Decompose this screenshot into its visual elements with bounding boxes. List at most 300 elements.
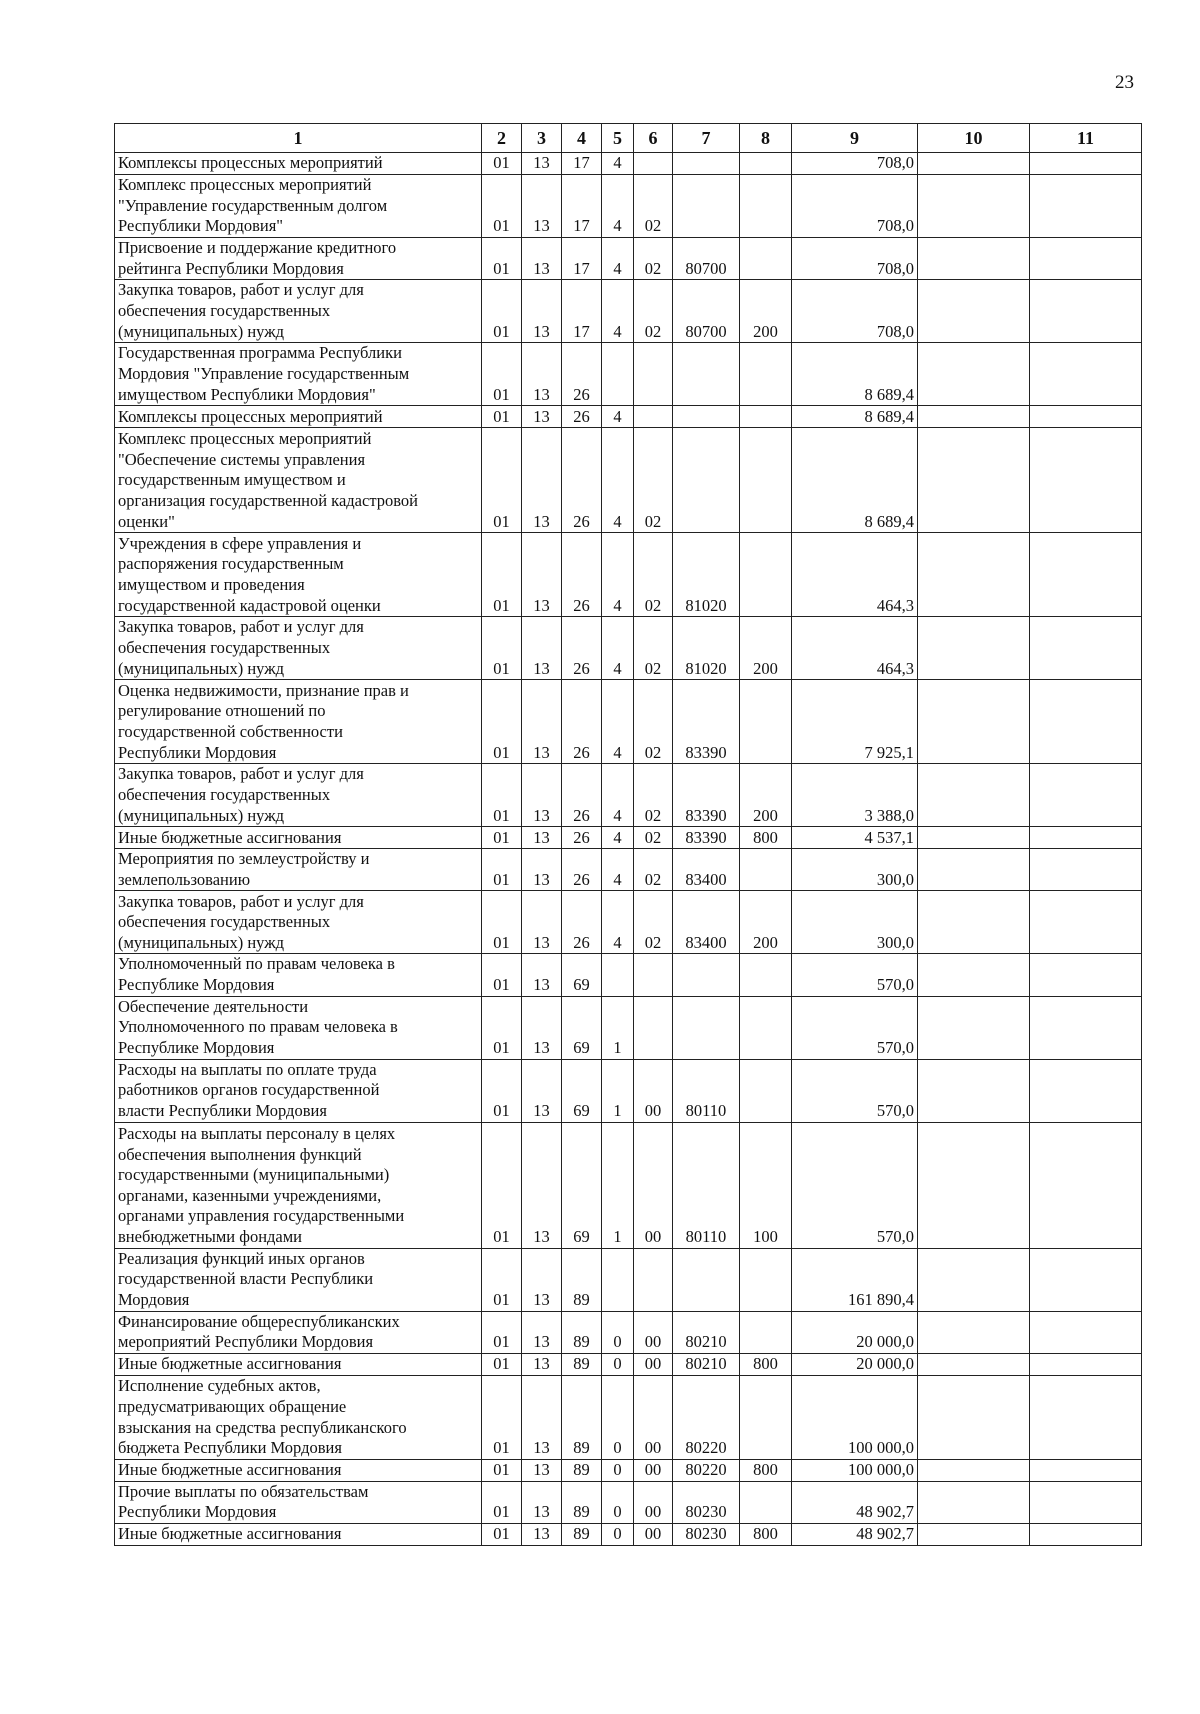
page-number: 23 xyxy=(1115,72,1134,93)
col-subsection-cell: 13 xyxy=(522,1375,562,1459)
col-program-cell: 26 xyxy=(562,406,602,428)
col-measure-cell: 02 xyxy=(634,849,673,891)
col-program-cell: 17 xyxy=(562,280,602,343)
col-program-cell: 69 xyxy=(562,1059,602,1122)
col-measure-cell: 02 xyxy=(634,827,673,849)
col-expense-type-cell xyxy=(740,996,792,1059)
row-name-line: (муниципальных) нужд xyxy=(118,805,285,825)
col-program-cell: 69 xyxy=(562,1122,602,1248)
row-name-line: взыскания на средства республиканского xyxy=(118,1417,407,1437)
col-expense-type-cell xyxy=(740,954,792,996)
row-name-line: Государственная программа Республики xyxy=(118,343,402,363)
amount-cell: 708,0 xyxy=(792,238,918,280)
col-header-2: 2 xyxy=(482,124,522,153)
col-program-cell: 26 xyxy=(562,617,602,680)
col-11-cell xyxy=(1030,428,1142,533)
row-name-cell xyxy=(115,280,482,343)
row-name-cell xyxy=(115,153,482,175)
col-10-cell xyxy=(918,849,1030,891)
col-expense-type-cell: 200 xyxy=(740,280,792,343)
col-section-cell: 01 xyxy=(482,954,522,996)
row-name-line: Мордовия xyxy=(118,1289,190,1309)
col-subprogram-cell: 4 xyxy=(602,428,634,533)
col-section-cell: 01 xyxy=(482,238,522,280)
col-header-11: 11 xyxy=(1030,124,1142,153)
row-name-line: Уполномоченного по правам человека в xyxy=(118,1017,398,1037)
col-subprogram-cell: 4 xyxy=(602,849,634,891)
col-11-cell xyxy=(1030,1459,1142,1481)
col-direction-cell xyxy=(673,343,740,406)
row-name-line: Учреждения в сфере управления и xyxy=(118,533,362,553)
col-expense-type-cell xyxy=(740,1248,792,1311)
row-name-line: обеспечения государственных xyxy=(118,912,331,932)
row-name-line: организация государственной кадастровой xyxy=(118,491,418,510)
col-10-cell xyxy=(918,280,1030,343)
row-name-line: Уполномоченный по правам человека в xyxy=(118,954,395,974)
col-subprogram-cell: 0 xyxy=(602,1459,634,1481)
row-name-line: (муниципальных) нужд xyxy=(118,658,285,678)
row-name-cell xyxy=(115,175,482,238)
col-10-cell xyxy=(918,406,1030,428)
col-11-cell xyxy=(1030,996,1142,1059)
row-name-line: рейтинга Республики Мордовия xyxy=(118,258,344,278)
col-11-cell xyxy=(1030,891,1142,954)
col-10-cell xyxy=(918,1375,1030,1459)
col-program-cell: 89 xyxy=(562,1353,602,1375)
row-name-line: Мероприятия по землеустройству и xyxy=(118,849,370,869)
row-name-line: государственным имуществом и xyxy=(118,470,346,490)
row-name-cell xyxy=(115,343,482,406)
row-name-line: регулирование отношений по xyxy=(118,701,326,721)
amount-cell: 4 537,1 xyxy=(792,827,918,849)
col-section-cell: 01 xyxy=(482,1122,522,1248)
col-direction-cell: 80210 xyxy=(673,1311,740,1353)
col-subsection-cell: 13 xyxy=(522,617,562,680)
col-10-cell xyxy=(918,1523,1030,1545)
row-name-cell xyxy=(115,1353,482,1375)
col-header-7: 7 xyxy=(673,124,740,153)
col-11-cell xyxy=(1030,533,1142,617)
col-section-cell: 01 xyxy=(482,1059,522,1122)
col-subprogram-cell: 0 xyxy=(602,1523,634,1545)
col-10-cell xyxy=(918,680,1030,764)
col-subsection-cell: 13 xyxy=(522,1122,562,1248)
amount-cell: 100 000,0 xyxy=(792,1375,918,1459)
col-subprogram-cell: 4 xyxy=(602,238,634,280)
amount-cell: 570,0 xyxy=(792,996,918,1059)
row-name-cell xyxy=(115,617,482,680)
col-10-cell xyxy=(918,954,1030,996)
col-subsection-cell: 13 xyxy=(522,343,562,406)
col-program-cell: 89 xyxy=(562,1523,602,1545)
col-11-cell xyxy=(1030,1248,1142,1311)
col-section-cell: 01 xyxy=(482,1459,522,1481)
row-name-cell xyxy=(115,764,482,827)
col-program-cell: 89 xyxy=(562,1311,602,1353)
col-11-cell xyxy=(1030,1481,1142,1523)
col-subprogram-cell: 4 xyxy=(602,153,634,175)
col-subsection-cell: 13 xyxy=(522,1311,562,1353)
budget-table xyxy=(114,123,1142,1546)
col-subprogram-cell: 4 xyxy=(602,175,634,238)
col-subprogram-cell: 4 xyxy=(602,533,634,617)
col-11-cell xyxy=(1030,406,1142,428)
col-10-cell xyxy=(918,1481,1030,1523)
col-direction-cell: 80210 xyxy=(673,1353,740,1375)
row-name-line: органами, казенными учреждениями, xyxy=(118,1185,382,1205)
col-expense-type-cell xyxy=(740,238,792,280)
col-10-cell xyxy=(918,533,1030,617)
col-subsection-cell: 13 xyxy=(522,153,562,175)
col-section-cell: 01 xyxy=(482,827,522,849)
col-expense-type-cell: 200 xyxy=(740,617,792,680)
col-program-cell: 26 xyxy=(562,428,602,533)
col-subsection-cell: 13 xyxy=(522,1523,562,1545)
amount-cell: 8 689,4 xyxy=(792,343,918,406)
col-direction-cell xyxy=(673,1248,740,1311)
col-measure-cell: 00 xyxy=(634,1481,673,1523)
col-11-cell xyxy=(1030,849,1142,891)
col-measure-cell: 02 xyxy=(634,175,673,238)
row-name-line: Обеспечение деятельности xyxy=(118,996,309,1016)
col-header-10: 10 xyxy=(918,124,1030,153)
col-subsection-cell: 13 xyxy=(522,1248,562,1311)
amount-cell: 161 890,4 xyxy=(792,1248,918,1311)
col-expense-type-cell xyxy=(740,153,792,175)
col-direction-cell: 83390 xyxy=(673,827,740,849)
col-subsection-cell: 13 xyxy=(522,280,562,343)
amount-cell: 20 000,0 xyxy=(792,1353,918,1375)
col-measure-cell: 00 xyxy=(634,1459,673,1481)
col-expense-type-cell xyxy=(740,1375,792,1459)
col-section-cell: 01 xyxy=(482,533,522,617)
col-program-cell: 26 xyxy=(562,680,602,764)
amount-cell: 570,0 xyxy=(792,1059,918,1122)
col-direction-cell xyxy=(673,428,740,533)
col-measure-cell xyxy=(634,954,673,996)
col-subprogram-cell: 0 xyxy=(602,1375,634,1459)
row-name-cell xyxy=(115,1059,482,1122)
table-row xyxy=(115,428,1142,533)
col-expense-type-cell xyxy=(740,849,792,891)
amount-cell: 8 689,4 xyxy=(792,428,918,533)
col-expense-type-cell: 800 xyxy=(740,827,792,849)
col-expense-type-cell xyxy=(740,1481,792,1523)
row-name-line: государственной власти Республики xyxy=(118,1269,374,1289)
col-11-cell xyxy=(1030,764,1142,827)
col-10-cell xyxy=(918,1459,1030,1481)
col-measure-cell: 00 xyxy=(634,1375,673,1459)
amount-cell: 464,3 xyxy=(792,533,918,617)
row-name-line: государственными (муниципальными) xyxy=(118,1165,390,1185)
row-name-cell xyxy=(115,406,482,428)
table-row xyxy=(115,827,1142,849)
col-10-cell xyxy=(918,1353,1030,1375)
row-name-line: Республике Мордовия xyxy=(118,1037,275,1057)
col-11-cell xyxy=(1030,617,1142,680)
col-section-cell: 01 xyxy=(482,1248,522,1311)
col-expense-type-cell xyxy=(740,406,792,428)
amount-cell: 708,0 xyxy=(792,153,918,175)
col-direction-cell: 80110 xyxy=(673,1059,740,1122)
col-section-cell: 01 xyxy=(482,1481,522,1523)
col-11-cell xyxy=(1030,1122,1142,1248)
col-10-cell xyxy=(918,827,1030,849)
row-name-line: Закупка товаров, работ и услуг для xyxy=(118,891,364,911)
header-row xyxy=(115,124,1142,153)
row-name-cell xyxy=(115,827,482,849)
row-name-line: бюджета Республики Мордовия xyxy=(118,1438,342,1458)
col-program-cell: 26 xyxy=(562,827,602,849)
row-name-line: Иные бюджетные ассигнования xyxy=(118,1524,342,1544)
row-name-line: Иные бюджетные ассигнования xyxy=(118,827,342,847)
col-measure-cell: 02 xyxy=(634,891,673,954)
col-subprogram-cell xyxy=(602,343,634,406)
col-direction-cell: 80220 xyxy=(673,1459,740,1481)
col-11-cell xyxy=(1030,175,1142,238)
col-program-cell: 89 xyxy=(562,1481,602,1523)
table-row xyxy=(115,280,1142,343)
row-name-line: Закупка товаров, работ и услуг для xyxy=(118,617,364,637)
col-subsection-cell: 13 xyxy=(522,533,562,617)
col-expense-type-cell xyxy=(740,428,792,533)
col-10-cell xyxy=(918,617,1030,680)
col-program-cell: 26 xyxy=(562,343,602,406)
col-10-cell xyxy=(918,1248,1030,1311)
col-subprogram-cell: 4 xyxy=(602,406,634,428)
row-name-line: Республике Мордовия xyxy=(118,974,275,994)
row-name-cell xyxy=(115,954,482,996)
row-name-line: Закупка товаров, работ и услуг для xyxy=(118,764,364,784)
col-subsection-cell: 13 xyxy=(522,1481,562,1523)
col-subsection-cell: 13 xyxy=(522,954,562,996)
col-11-cell xyxy=(1030,1311,1142,1353)
col-subsection-cell: 13 xyxy=(522,1459,562,1481)
col-direction-cell xyxy=(673,996,740,1059)
table-row xyxy=(115,1375,1142,1459)
col-subsection-cell: 13 xyxy=(522,406,562,428)
row-name-line: Прочие выплаты по обязательствам xyxy=(118,1481,369,1501)
row-name-line: Комплекс процессных мероприятий xyxy=(118,429,372,449)
row-name-cell xyxy=(115,996,482,1059)
row-name-cell xyxy=(115,428,482,533)
col-direction-cell xyxy=(673,153,740,175)
row-name-cell xyxy=(115,1122,482,1248)
col-measure-cell: 02 xyxy=(634,428,673,533)
amount-cell: 300,0 xyxy=(792,891,918,954)
row-name-line: "Управление государственным долгом xyxy=(118,195,388,215)
row-name-line: оценки" xyxy=(118,511,175,531)
col-program-cell: 17 xyxy=(562,238,602,280)
col-10-cell xyxy=(918,175,1030,238)
table-row xyxy=(115,996,1142,1059)
row-name-line: органами управления государственными xyxy=(118,1206,405,1226)
row-name-line: Мордовия "Управление государственным xyxy=(118,364,410,383)
col-expense-type-cell: 200 xyxy=(740,891,792,954)
col-measure-cell: 00 xyxy=(634,1523,673,1545)
col-subsection-cell: 13 xyxy=(522,1353,562,1375)
table-row xyxy=(115,1311,1142,1353)
col-expense-type-cell: 200 xyxy=(740,764,792,827)
row-name-line: Исполнение судебных актов, xyxy=(118,1376,321,1396)
col-header-9: 9 xyxy=(792,124,918,153)
row-name-line: обеспечения государственных xyxy=(118,638,331,657)
col-direction-cell: 81020 xyxy=(673,617,740,680)
col-measure-cell: 02 xyxy=(634,238,673,280)
col-program-cell: 26 xyxy=(562,891,602,954)
col-program-cell: 17 xyxy=(562,175,602,238)
col-expense-type-cell xyxy=(740,1311,792,1353)
col-11-cell xyxy=(1030,1523,1142,1545)
col-direction-cell xyxy=(673,406,740,428)
amount-cell: 708,0 xyxy=(792,175,918,238)
row-name-cell xyxy=(115,849,482,891)
col-section-cell: 01 xyxy=(482,996,522,1059)
row-name-line: Финансирование общереспубликанских xyxy=(118,1311,400,1331)
amount-cell: 464,3 xyxy=(792,617,918,680)
col-header-1: 1 xyxy=(115,124,482,153)
table-body xyxy=(115,153,1142,1546)
col-section-cell: 01 xyxy=(482,1523,522,1545)
row-name-line: (муниципальных) нужд xyxy=(118,321,285,341)
amount-cell: 708,0 xyxy=(792,280,918,343)
row-name-cell xyxy=(115,891,482,954)
col-11-cell xyxy=(1030,153,1142,175)
col-section-cell: 01 xyxy=(482,175,522,238)
row-name-line: внебюджетными фондами xyxy=(118,1226,303,1246)
table-row xyxy=(115,764,1142,827)
col-section-cell: 01 xyxy=(482,280,522,343)
row-name-line: Комплексы процессных мероприятий xyxy=(118,153,383,173)
row-name-line: Расходы на выплаты персоналу в целях xyxy=(118,1124,396,1143)
amount-cell: 570,0 xyxy=(792,954,918,996)
col-measure-cell: 02 xyxy=(634,764,673,827)
col-section-cell: 01 xyxy=(482,891,522,954)
col-10-cell xyxy=(918,891,1030,954)
row-name-line: Республики Мордовия xyxy=(118,742,277,762)
row-name-cell xyxy=(115,533,482,617)
amount-cell: 48 902,7 xyxy=(792,1481,918,1523)
col-subprogram-cell xyxy=(602,954,634,996)
col-11-cell xyxy=(1030,280,1142,343)
col-expense-type-cell xyxy=(740,343,792,406)
col-10-cell xyxy=(918,1059,1030,1122)
table-row xyxy=(115,617,1142,680)
col-11-cell xyxy=(1030,827,1142,849)
col-subprogram-cell: 0 xyxy=(602,1481,634,1523)
col-section-cell: 01 xyxy=(482,1353,522,1375)
row-name-line: обеспечения государственных xyxy=(118,785,331,804)
amount-cell: 8 689,4 xyxy=(792,406,918,428)
row-name-line: мероприятий Республики Мордовия xyxy=(118,1332,374,1352)
col-section-cell: 01 xyxy=(482,849,522,891)
col-subprogram-cell: 4 xyxy=(602,280,634,343)
col-measure-cell: 02 xyxy=(634,680,673,764)
col-subprogram-cell: 4 xyxy=(602,827,634,849)
table-row xyxy=(115,175,1142,238)
col-11-cell xyxy=(1030,680,1142,764)
col-expense-type-cell xyxy=(740,680,792,764)
col-11-cell xyxy=(1030,954,1142,996)
col-program-cell: 89 xyxy=(562,1459,602,1481)
table-row xyxy=(115,1353,1142,1375)
table-row xyxy=(115,954,1142,996)
table-row xyxy=(115,533,1142,617)
col-program-cell: 69 xyxy=(562,996,602,1059)
table-row xyxy=(115,343,1142,406)
col-measure-cell: 00 xyxy=(634,1353,673,1375)
col-10-cell xyxy=(918,1311,1030,1353)
row-name-line: Присвоение и поддержание кредитного xyxy=(118,238,397,257)
table-row xyxy=(115,680,1142,764)
col-direction-cell: 80230 xyxy=(673,1523,740,1545)
col-expense-type-cell xyxy=(740,1059,792,1122)
col-subprogram-cell: 4 xyxy=(602,764,634,827)
col-section-cell: 01 xyxy=(482,617,522,680)
col-direction-cell: 80230 xyxy=(673,1481,740,1523)
col-expense-type-cell: 100 xyxy=(740,1122,792,1248)
col-subprogram-cell: 1 xyxy=(602,1059,634,1122)
col-direction-cell: 83400 xyxy=(673,891,740,954)
row-name-cell xyxy=(115,238,482,280)
row-name-cell xyxy=(115,1523,482,1545)
col-10-cell xyxy=(918,428,1030,533)
table-row xyxy=(115,891,1142,954)
col-subsection-cell: 13 xyxy=(522,680,562,764)
row-name-line: государственной кадастровой оценки xyxy=(118,595,381,615)
col-subsection-cell: 13 xyxy=(522,849,562,891)
col-10-cell xyxy=(918,1122,1030,1248)
col-measure-cell: 00 xyxy=(634,1311,673,1353)
amount-cell: 20 000,0 xyxy=(792,1311,918,1353)
col-subsection-cell: 13 xyxy=(522,827,562,849)
table-row xyxy=(115,1059,1142,1122)
col-subsection-cell: 13 xyxy=(522,428,562,533)
amount-cell: 570,0 xyxy=(792,1122,918,1248)
col-measure-cell xyxy=(634,996,673,1059)
col-subsection-cell: 13 xyxy=(522,996,562,1059)
col-section-cell: 01 xyxy=(482,1375,522,1459)
row-name-line: Закупка товаров, работ и услуг для xyxy=(118,280,364,300)
col-subsection-cell: 13 xyxy=(522,1059,562,1122)
row-name-line: Республики Мордовия" xyxy=(118,216,284,236)
amount-cell: 7 925,1 xyxy=(792,680,918,764)
amount-cell: 100 000,0 xyxy=(792,1459,918,1481)
table-row xyxy=(115,238,1142,280)
col-direction-cell: 81020 xyxy=(673,533,740,617)
row-name-line: имуществом и проведения xyxy=(118,575,305,594)
col-subprogram-cell xyxy=(602,1248,634,1311)
col-measure-cell: 00 xyxy=(634,1122,673,1248)
row-name-line: предусматривающих обращение xyxy=(118,1396,347,1416)
row-name-line: работников органов государственной xyxy=(118,1080,380,1100)
col-measure-cell xyxy=(634,1248,673,1311)
col-expense-type-cell: 800 xyxy=(740,1353,792,1375)
table-row xyxy=(115,1122,1142,1248)
col-program-cell: 69 xyxy=(562,954,602,996)
col-subprogram-cell: 1 xyxy=(602,1122,634,1248)
col-section-cell: 01 xyxy=(482,680,522,764)
col-section-cell: 01 xyxy=(482,406,522,428)
row-name-cell xyxy=(115,1375,482,1459)
row-name-line: Оценка недвижимости, признание прав и xyxy=(118,680,409,700)
col-subsection-cell: 13 xyxy=(522,764,562,827)
col-10-cell xyxy=(918,153,1030,175)
row-name-line: Комплекс процессных мероприятий xyxy=(118,175,372,195)
col-measure-cell: 02 xyxy=(634,280,673,343)
col-direction-cell xyxy=(673,954,740,996)
col-11-cell xyxy=(1030,238,1142,280)
